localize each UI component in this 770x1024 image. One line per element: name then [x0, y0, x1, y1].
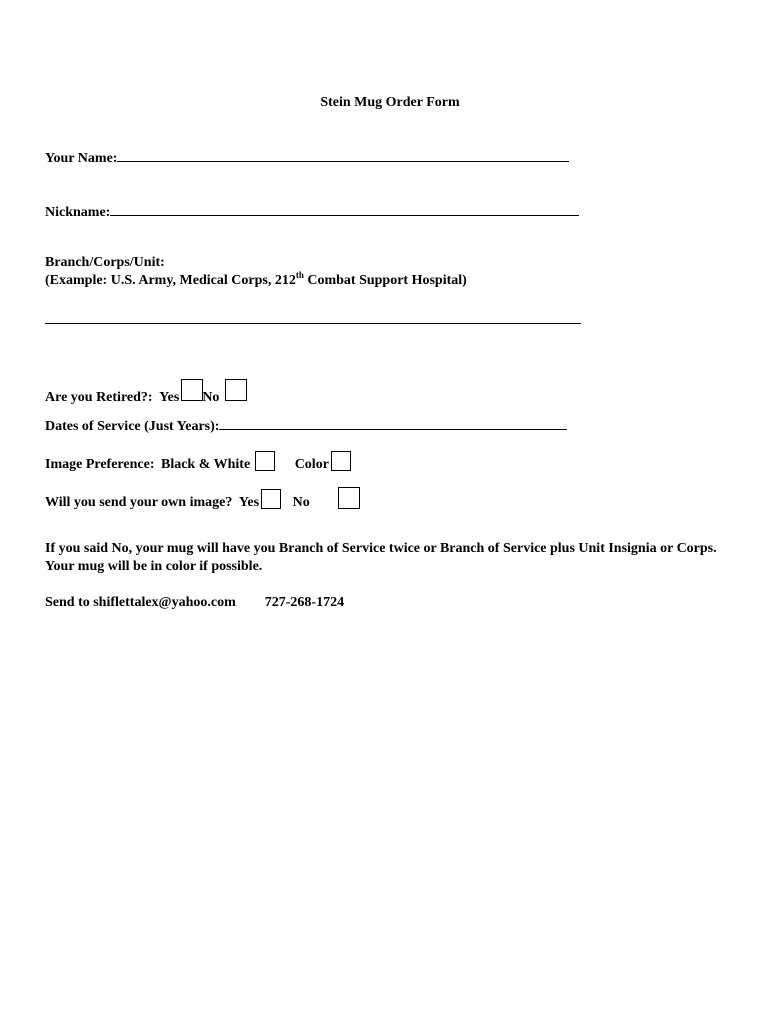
retired-no-label: No [202, 390, 220, 405]
nickname-row [45, 201, 579, 222]
own-image-label: Will you send your own image? [45, 495, 233, 510]
your-name-label: Your Name: [45, 151, 118, 166]
branch-example-text: (Example: U.S. Army, Medical Corps, 212 [45, 273, 296, 288]
branch-field[interactable] [45, 309, 581, 324]
form-title: Stein Mug Order Form [320, 95, 460, 110]
retired-yes-label: Yes [159, 390, 180, 405]
own-image-yes-label: Yes [238, 495, 260, 510]
image-pref-color-checkbox[interactable] [331, 451, 351, 471]
image-pref-color-label: Color [294, 457, 329, 472]
instructions-note: If you said No, your mug will have you Branch of Service twice or Branch of Service plus Unit Insignia or Corps. Your mug will be in color if possible. [45, 541, 717, 574]
phone-number: 727-268-1724 [264, 595, 345, 610]
own-image-no-label: No [292, 495, 310, 510]
retired-no-checkbox[interactable] [225, 379, 247, 401]
nickname-field[interactable] [110, 201, 579, 216]
contact-row [45, 594, 344, 612]
retired-yes-checkbox[interactable] [181, 379, 203, 401]
branch-example-text-end: Combat Support Hospital) [303, 273, 467, 288]
dates-field[interactable] [219, 415, 567, 430]
retired-label: Are you Retired?: [45, 390, 153, 405]
image-pref-row [45, 451, 351, 474]
retired-row [45, 379, 247, 407]
image-pref-bw-label: Black & White [160, 457, 251, 472]
image-pref-label: Image Preference: [45, 457, 155, 472]
send-to-email: Send to shiflettalex@yahoo.com [45, 595, 236, 610]
your-name-row [45, 147, 569, 168]
own-image-yes-checkbox[interactable] [261, 489, 281, 509]
branch-example [45, 272, 467, 290]
own-image-no-checkbox[interactable] [338, 487, 360, 509]
nickname-label: Nickname: [45, 205, 111, 220]
own-image-row [45, 487, 360, 512]
dates-row [45, 415, 567, 436]
branch-example-superscript: th [295, 270, 304, 280]
branch-label: Branch/Corps/Unit: [45, 255, 165, 270]
branch-row [45, 309, 581, 330]
image-pref-bw-checkbox[interactable] [255, 451, 275, 471]
your-name-field[interactable] [117, 147, 569, 162]
dates-label: Dates of Service (Just Years): [45, 419, 220, 434]
